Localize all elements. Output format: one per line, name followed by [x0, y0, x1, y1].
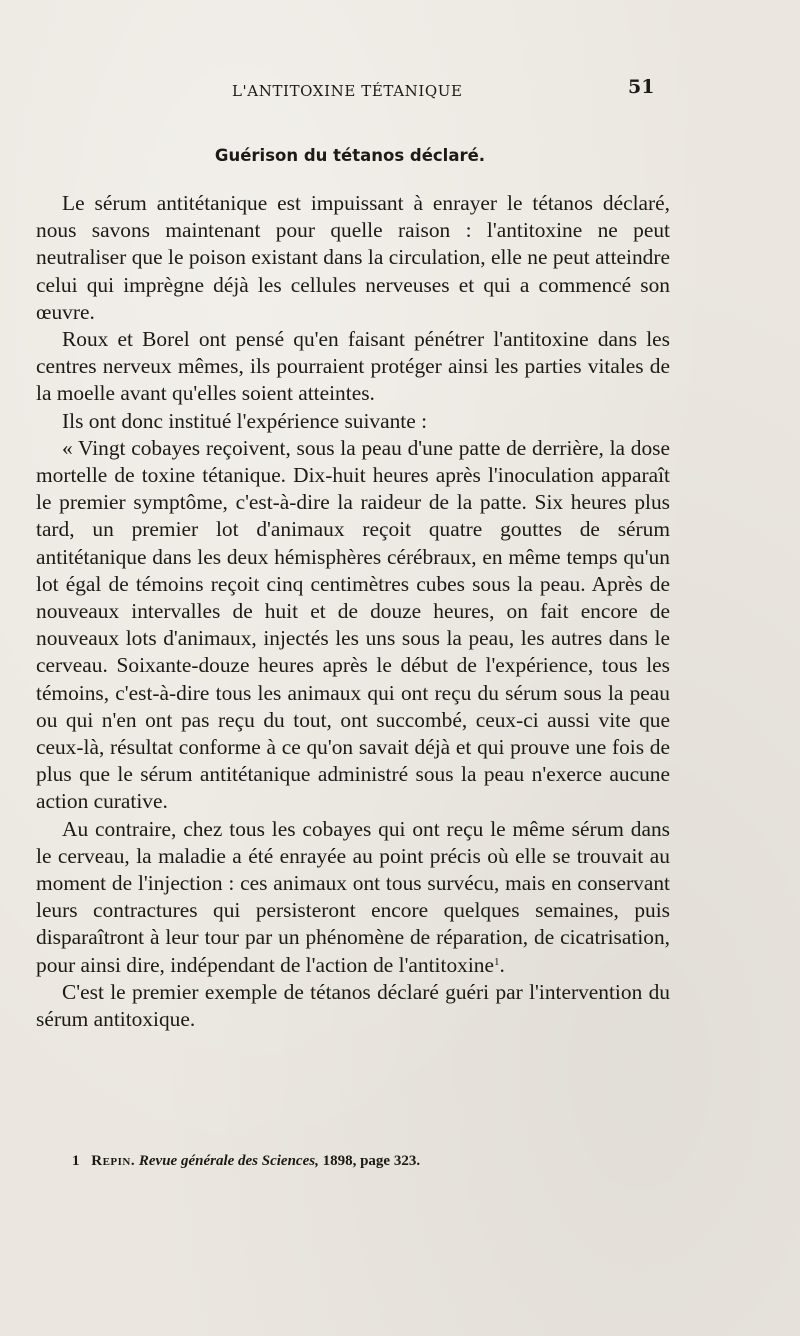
paragraph-1: Le sérum antitétanique est impuissant à enrayer le tétanos déclaré, nous savons maintenant pour quelle raison : l'antitoxine ne peut neutraliser que le poison existant dans la circulation, elle ne peut atteindre celui qui imprègne déjà les cellules nerveuses et qui a commencé son œuvre.	[36, 191, 670, 324]
body-text	[36, 190, 670, 1033]
footnote-reference[interactable]: 1	[493, 955, 500, 968]
running-head-title: L'ANTITOXINE TÉTANIQUE	[232, 82, 463, 100]
section-title: Guérison du tétanos déclaré.	[214, 146, 486, 165]
paragraph-5	[36, 816, 670, 979]
footnote-details: 1898, page 323.	[322, 1153, 421, 1169]
page-number: 51	[628, 76, 655, 98]
paragraph-5-end: .	[499, 952, 505, 977]
footnote-author: Repin.	[91, 1153, 136, 1169]
footnote-number: 1	[72, 1153, 80, 1169]
paragraph-3: Ils ont donc institué l'expérience suivante :	[62, 408, 428, 433]
footnote-journal: Revue générale des Sciences,	[138, 1153, 319, 1169]
paragraph-5-text: Au contraire, chez tous les cobayes qui ont reçu le même sérum dans le cerveau, la maladie a été enrayée au point précis où elle se trouvait au moment de l'injection : ces animaux ont tous survécu, mais en conservant leurs contractures qui persisteront encore quelques semaines, puis disparaîtront à leur tour par un phénomène de réparation, de cicatrisation, pour ainsi dire, indépendant de l'action de l'antitoxine	[36, 816, 670, 977]
paragraph-4-quotation: « Vingt cobayes reçoivent, sous la peau d'une patte de derrière, la dose mortelle de toxine tétanique. Dix-huit heures après l'inoculation apparaît le premier symptôme, c'est-à-dire la raideur de la patte. Six heures plus tard, un premier lot d'animaux reçoit quatre gouttes de sérum antitétanique dans les deux hémisphères cérébraux, en même temps qu'un lot égal de témoins reçoit cinq centimètres cubes sous la peau. Après de nouveaux intervalles de huit et de douze heures, on fait encore de nouveaux lots d'animaux, injectés les uns sous la peau, les autres dans le cerveau. Soixante-douze heures après le début de l'expérience, tous les témoins, c'est-à-dire tous les animaux qui ont reçu du sérum sous la peau ou qui n'en ont pas reçu du tout, ont succombé, ceux-ci aussi vite que ceux-là, résultat conforme à ce qu'on savait déjà et qui prouve une fois de plus que le sérum antitétanique administré sous la peau n'exerce aucune action curative.	[36, 435, 670, 814]
paragraph-6: C'est le premier exemple de tétanos déclaré guéri par l'intervention du sérum antitoxique.	[36, 979, 670, 1032]
paragraph-2: Roux et Borel ont pensé qu'en faisant pénétrer l'antitoxine dans les centres nerveux mêmes, ils pourraient protéger ainsi les parties vitales de la moelle avant qu'elles soient atteintes.	[36, 327, 670, 406]
footnote	[72, 1153, 672, 1170]
